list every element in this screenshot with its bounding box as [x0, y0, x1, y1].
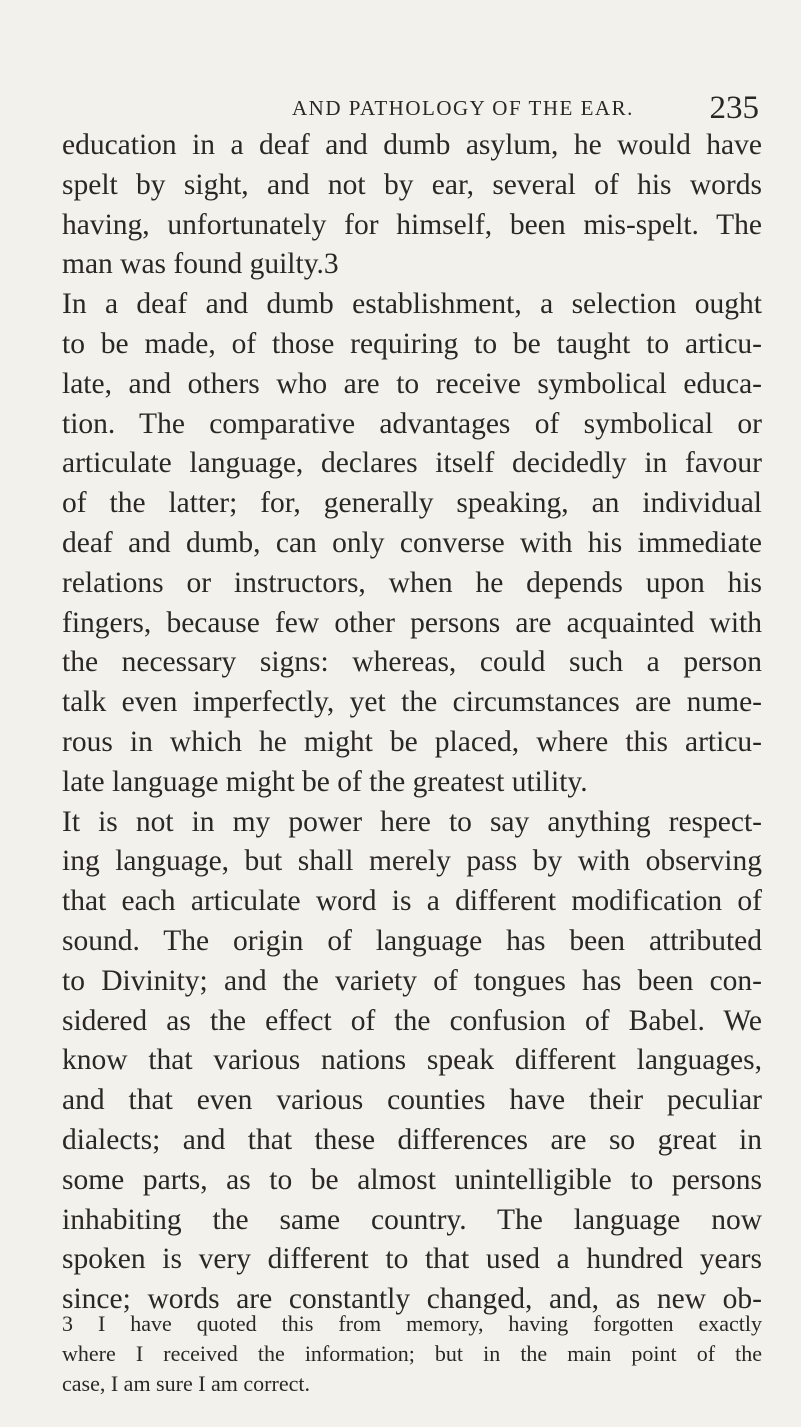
text-line: rous in which he might be placed, where this articu-	[62, 725, 762, 758]
text-line: to be made, of those requiring to be taught to articu-	[62, 327, 762, 360]
text-line: spelt by sight, and not by ear, several of his words	[62, 168, 762, 201]
text-line: man was found guilty.3	[62, 248, 339, 281]
text-line: In a deaf and dumb establishment, a selection ought	[62, 288, 762, 321]
text-line: dialects; and that these differences are so great in	[62, 1123, 762, 1156]
text-line: of the latter; for, generally speaking, an individual	[62, 487, 762, 520]
text-line: having, unfortunately for himself, been mis-spelt. The	[62, 208, 762, 241]
text-line: and that even various counties have their peculiar	[62, 1084, 762, 1117]
text-line: late, and others who are to receive symbolical educa-	[62, 367, 762, 400]
text-line: inhabiting the same country. The language now	[62, 1203, 762, 1236]
running-head	[0, 88, 801, 128]
text-line: since; words are constantly changed, and, as new ob-	[62, 1283, 762, 1316]
footnote-line: where I received the information; but in the main point of the	[62, 1341, 762, 1366]
text-line: deaf and dumb, can only converse with his immediate	[62, 526, 762, 559]
text-line: education in a deaf and dumb asylum, he would have	[62, 129, 762, 161]
text-line: talk even imperfectly, yet the circumstances are nume-	[62, 686, 762, 719]
text-line: know that various nations speak different languages,	[62, 1044, 762, 1077]
text-line: to Divinity; and the variety of tongues has been con-	[62, 964, 762, 997]
body-text	[62, 126, 762, 1320]
text-line: articulate language, declares itself decidedly in favour	[62, 447, 762, 480]
text-line: some parts, as to be almost unintelligible to persons	[62, 1163, 762, 1196]
text-line: that each articulate word is a different modification of	[62, 885, 762, 918]
footnote	[62, 1309, 762, 1399]
text-line: tion. The comparative advantages of symbolical or	[62, 407, 762, 440]
text-line: sidered as the effect of the confusion of Babel. We	[62, 1004, 762, 1037]
footnote-line: 3 I have quoted this from memory, having forgotten exactly	[62, 1311, 762, 1336]
text-line: ing language, but shall merely pass by with observing	[62, 845, 762, 878]
text-line: relations or instructors, when he depends upon his	[62, 566, 762, 599]
text-line: sound. The origin of language has been attributed	[62, 924, 762, 957]
text-line: late language might be of the greatest utility.	[62, 765, 588, 798]
running-title: AND PATHOLOGY OF THE EAR.	[292, 96, 634, 120]
text-line: fingers, because few other persons are acquainted with	[62, 606, 762, 639]
text-line: the necessary signs: whereas, could such a person	[62, 646, 762, 679]
page-number: 235	[709, 90, 759, 126]
text-line: It is not in my power here to say anything respect-	[62, 805, 762, 838]
text-line: spoken is very different to that used a hundred years	[62, 1243, 762, 1276]
footnote-line: case, I am sure I am correct.	[62, 1371, 310, 1396]
